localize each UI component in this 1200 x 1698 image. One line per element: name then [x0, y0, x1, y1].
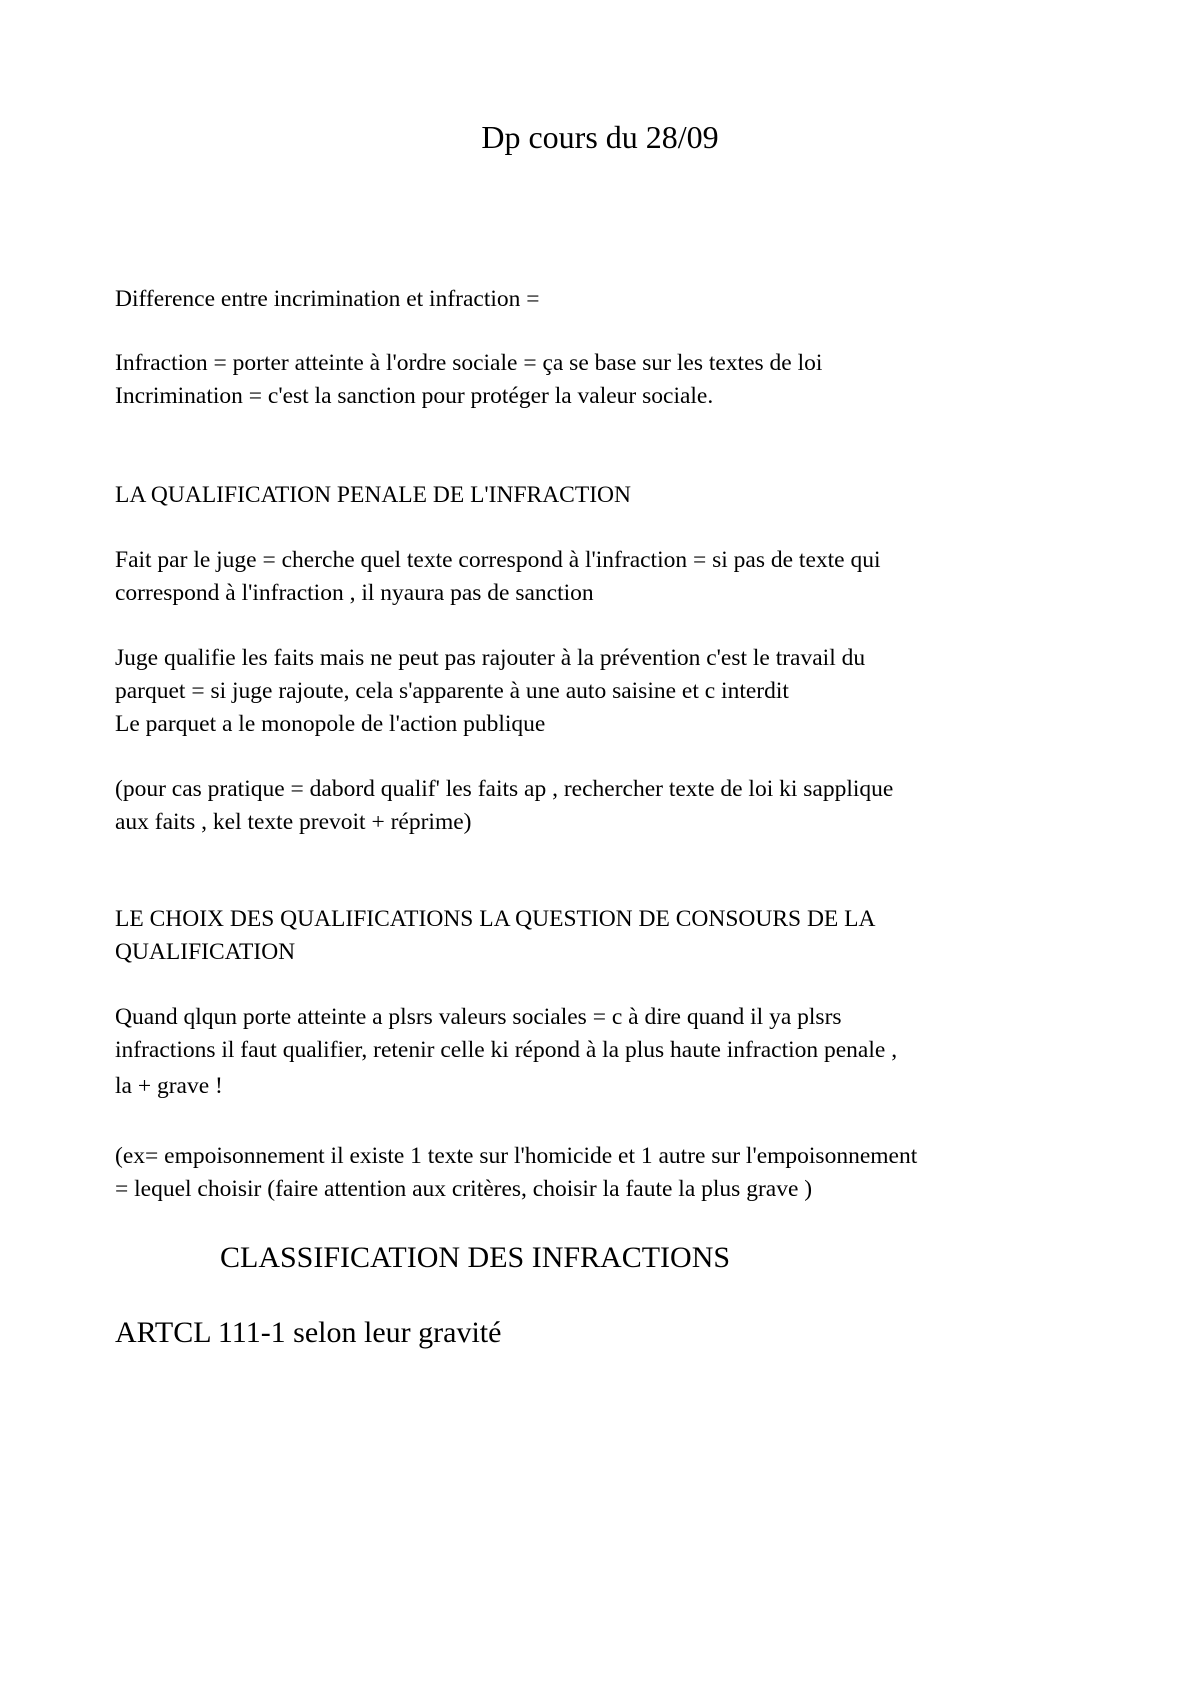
text-line-intro: Difference entre incrimination et infraction = [115, 286, 540, 312]
text-line-exemple-2: = lequel choisir (faire attention aux critères, choisir la faute la plus grave ) [115, 1176, 813, 1202]
text-line-juge-1: Fait par le juge = cherche quel texte correspond à l'infraction = si pas de texte qui [115, 547, 881, 573]
text-line-cas-pratique-2: aux faits , kel texte prevoit + réprime) [115, 809, 472, 835]
text-line-exemple-1: (ex= empoisonnement il existe 1 texte sur l'homicide et 1 autre sur l'empoisonnement [115, 1143, 918, 1169]
page-title: Dp cours du 28/09 [481, 119, 719, 155]
text-line-infraction-def: Infraction = porter atteinte à l'ordre sociale = ça se base sur les textes de loi [115, 350, 823, 376]
text-line-parquet: Le parquet a le monopole de l'action publique [115, 711, 546, 737]
text-line-quand-1: Quand qlqun porte atteinte a plsrs valeurs sociales = c à dire quand il ya plsrs [115, 1004, 842, 1030]
text-line-quand-3: la + grave ! [115, 1073, 223, 1099]
text-line-quand-2: infractions il faut qualifier, retenir celle ki répond à la plus haute infraction penale , [115, 1037, 898, 1063]
text-line-qualifie-2: parquet = si juge rajoute, cela s'apparente à une auto saisine et c interdit [115, 678, 789, 704]
section-heading-classification: CLASSIFICATION DES INFRACTIONS [220, 1241, 731, 1274]
section-heading-choix-qualifications-2: QUALIFICATION [115, 939, 296, 965]
text-line-article: ARTCL 111-1 selon leur gravité [115, 1316, 502, 1349]
section-heading-choix-qualifications-1: LE CHOIX DES QUALIFICATIONS LA QUESTION DE CONSOURS DE LA [115, 906, 876, 932]
section-heading-qualification-penale: LA QUALIFICATION PENALE DE L'INFRACTION [115, 482, 631, 508]
text-line-incrimination-def: Incrimination = c'est la sanction pour protéger la valeur sociale. [115, 383, 714, 409]
text-line-qualifie-1: Juge qualifie les faits mais ne peut pas rajouter à la prévention c'est le travail du [115, 645, 866, 671]
text-line-cas-pratique-1: (pour cas pratique = dabord qualif' les faits ap , rechercher texte de loi ki sapplique [115, 776, 894, 802]
text-line-juge-2: correspond à l'infraction , il nyaura pas de sanction [115, 580, 594, 606]
